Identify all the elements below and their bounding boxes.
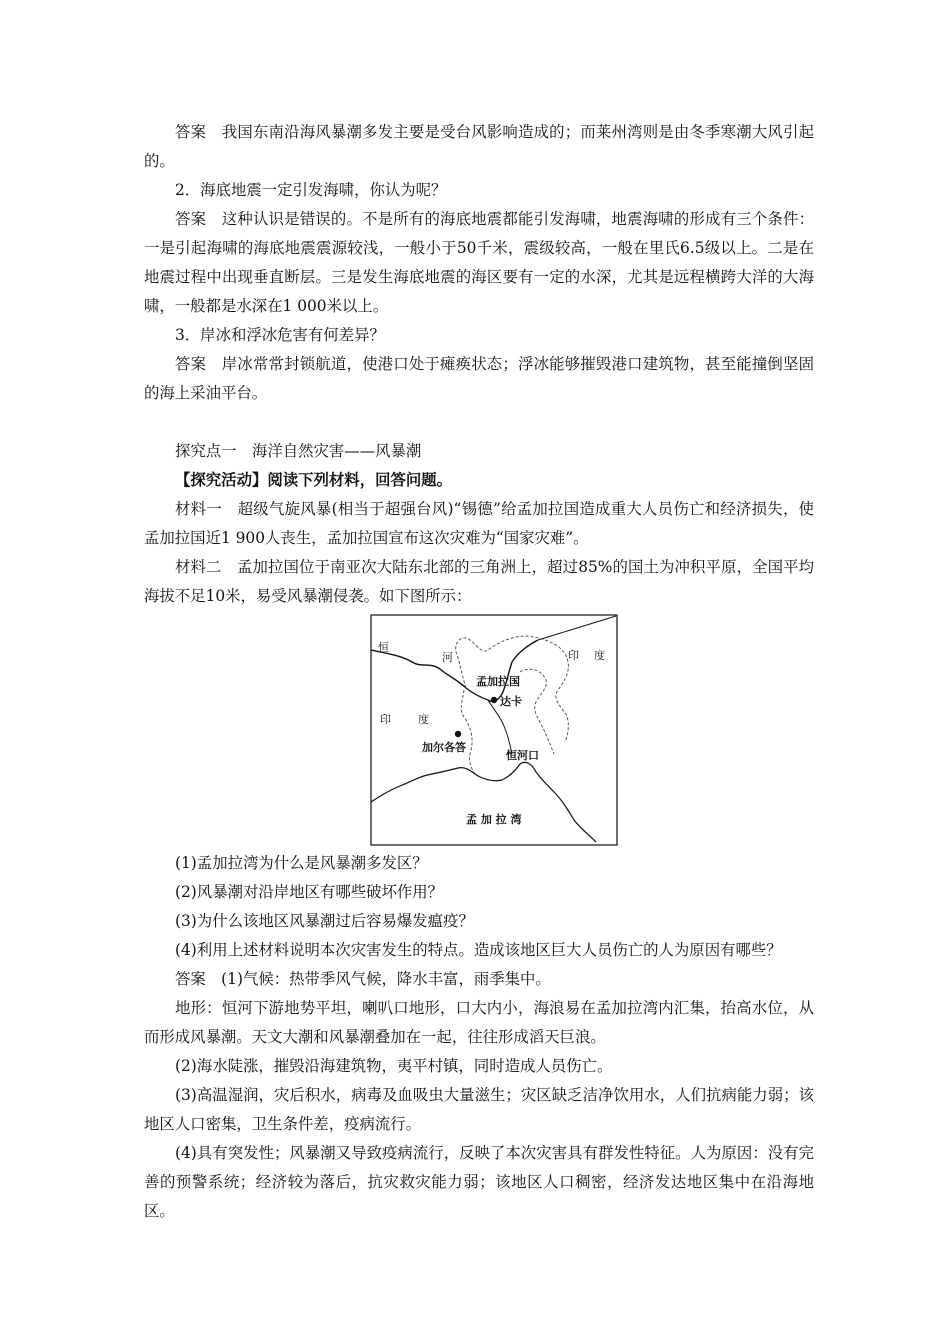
- bangladesh-map: [370, 614, 618, 846]
- label-india-west-2: 度: [418, 713, 429, 726]
- question-item-1: (1)孟加拉湾为什么是风暴潮多发区？: [175, 854, 428, 872]
- label-india-east-2: 度: [594, 649, 605, 662]
- material-1: 材料一 超级气旋风暴(相当于超强台风)“锡德”给孟加拉国造成重大人员伤亡和经济损失，使孟加拉国近1 900人丧生，孟加拉国宣布这次灾难为“国家灾难”。: [144, 500, 814, 547]
- activity-heading: 【探究活动】阅读下列材料，回答问题。: [175, 471, 453, 489]
- answer-2: 答案 这种认识是错误的。不是所有的海底地震都能引发海啸，地震海啸的形成有三个条件：一是引起海啸的海底地震震源较浅，一般小于50千米，震级较高，一般在里氏6.5级以上。二是在地震过程中出现垂直断层。三是发生海底地震的海区要有一定的水深，尤其是远程横跨大洋的大海啸，一般都是水深在1 000米以上。: [144, 210, 814, 315]
- label-dhaka: 达卡: [500, 695, 522, 708]
- answer-item-2: (2)海水陡涨，摧毁沿海建筑物，夷平村镇，同时造成人员伤亡。: [175, 1057, 613, 1075]
- question-3: 3．岸冰和浮冰危害有何差异？: [175, 326, 385, 344]
- question-item-4: (4)利用上述材料说明本次灾害发生的特点。造成该地区巨大人员伤亡的人为原因有哪些？: [175, 941, 782, 959]
- map-drawing: [370, 614, 618, 846]
- label-india-west-1: 印: [380, 713, 391, 726]
- material-2: 材料二 孟加拉国位于南亚次大陆东北部的三角洲上，超过85%的国土为冲积平原，全国平均海拔不足10米，易受风暴潮侵袭。如下图所示：: [144, 558, 814, 605]
- label-ganges-mouth: 恒河口: [506, 749, 539, 762]
- answer-1: 答案 我国东南沿海风暴潮多发主要是受台风影响造成的；而莱州湾则是由冬季寒潮大风引起的。: [144, 123, 814, 170]
- label-bay-of-bengal: 孟 加 拉 湾: [466, 813, 522, 826]
- label-he: 河: [442, 651, 453, 664]
- answer-item-1-terrain: 地形：恒河下游地势平坦，喇叭口地形，口大内小，海浪易在孟加拉湾内汇集，抬高水位，从而形成风暴潮。天文大潮和风暴潮叠加在一起，往往形成滔天巨浪。: [144, 999, 814, 1046]
- answer-3: 答案 岸冰常常封锁航道，使港口处于瘫痪状态；浮冰能够摧毁港口建筑物，甚至能撞倒坚固的海上采油平台。: [144, 355, 814, 402]
- label-india-east-1: 印: [568, 649, 579, 662]
- label-bangladesh: 孟加拉国: [476, 675, 520, 688]
- answer-item-4: (4)具有突发性；风暴潮又导致疫病流行，反映了本次灾害具有群发性特征。人为原因：没有完善的预警系统；经济较为落后，抗灾救灾能力弱；该地区人口稠密，经济发达地区集中在沿海地区。: [144, 1144, 814, 1220]
- answer-item-3: (3)高温湿润，灾后积水，病毒及血吸虫大量滋生；灾区缺乏洁净饮用水，人们抗病能力弱；该地区人口密集，卫生条件差，疫病流行。: [144, 1086, 814, 1133]
- label-heng: 恒: [378, 641, 389, 654]
- question-2: 2．海底地震一定引发海啸，你认为呢？: [175, 181, 447, 199]
- document-page: [144, 118, 814, 1226]
- section-heading: 探究点一 海洋自然灾害——风暴潮: [175, 442, 422, 460]
- question-item-3: (3)为什么该地区风暴潮过后容易爆发瘟疫？: [175, 912, 474, 930]
- label-kolkata: 加尔各答: [422, 741, 466, 754]
- question-item-2: (2)风暴潮对沿岸地区有哪些破坏作用？: [175, 883, 444, 901]
- answer-item-1: 答案 (1)气候：热带季风气候，降水丰富，雨季集中。: [175, 970, 551, 988]
